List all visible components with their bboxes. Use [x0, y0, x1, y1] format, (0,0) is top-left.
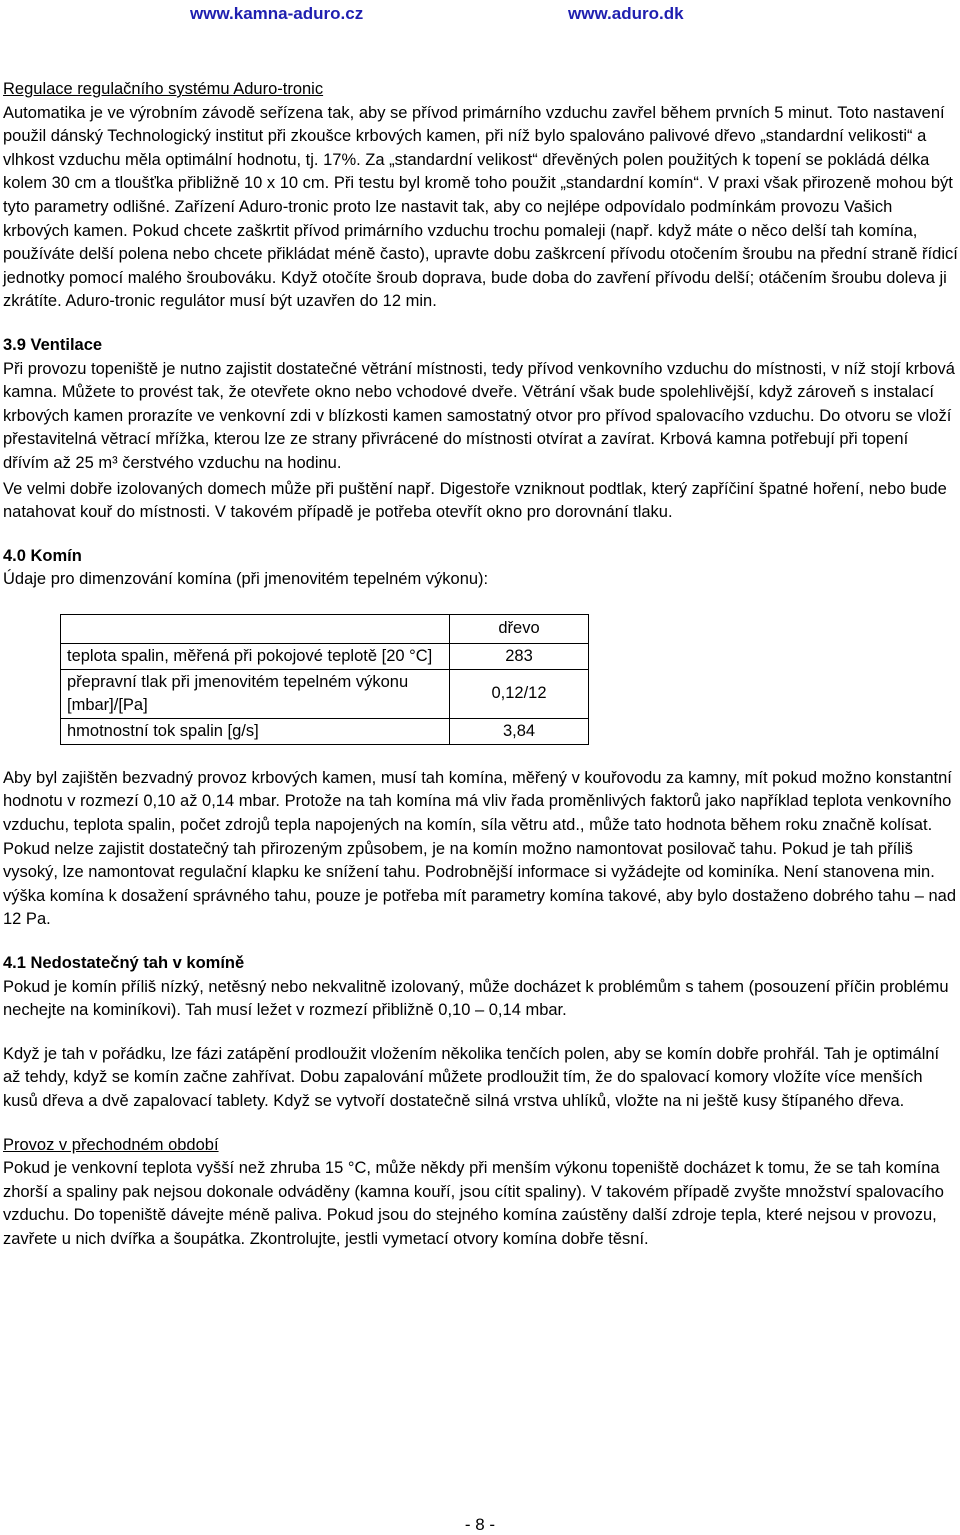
- table-row: [61, 718, 589, 744]
- paragraph-ventilace-1: Při provozu topeniště je nutno zajistit dostatečné větrání místnosti, tedy přívod venkovního vzduchu do místnosti, v níž stojí krbová kamna. Můžete to provést tak, že otevřete okno nebo vchodové dveře. Větrání však bude spolehlivější, když zároveň s instalací krbových kamen prorazíte ve venkovní zdi v blízkosti kamen samostatný otvor pro přívod spalovacího vzduchu. Do otvoru se vloží přestavitelná větrací mřížka, kterou lze ze strany přivrácené do místnosti otvírat a zavírat. Krbová kamna potřebují při topení dřívím až 25 m³ čerstvého vzduchu na hodinu.: [3, 359, 955, 472]
- page-number: - 8 -: [464, 1515, 496, 1534]
- table-row-label: teplota spalin, měřená při pokojové teplotě [20 °C]: [61, 643, 450, 669]
- website-link-aduro[interactable]: www.aduro.dk: [568, 4, 684, 23]
- page-body: [3, 78, 958, 1252]
- heading-ventilace: 3.9 Ventilace: [3, 335, 103, 354]
- paragraph-nedostatecny-1: Pokud je komín příliš nízký, netěsný nebo nekvalitně izolovaný, může docházet k problémům s tahem (posouzení příčin problému nechejte na kominíkovi). Tah musí ležet v rozmezí přibližně 0,10 – 0,14 mbar.: [3, 977, 949, 1020]
- heading-komin: 4.0 Komín: [3, 546, 82, 565]
- heading-nedostatecny-tah: 4.1 Nedostatečný tah v komíně: [3, 954, 245, 973]
- paragraph-komin: Aby byl zajištěn bezvadný provoz krbových kamen, musí tah komína, měřený v kouřovodu za kamny, mít pokud možno konstantní hodnotu v rozmezí 0,10 až 0,14 mbar. Protože na tah komína má vliv řada proměnlivých faktorů jako například teplota venkovního vzduchu, teplota spalin, počet zdrojů tepla napojených na komín, síla větru atd., může tato hodnota během roku značně kolísat. Pokud nelze zajistit dostatečný tah přirozeným způsobem, je na komín možno namontovat posilovač tahu. Pokud je tah příliš vysoký, lze namontovat regulační klapku ke snížení tahu. Podrobnější informace si vyžádejte od kominíka. Není stanovena min. výška komína k dosažení správného tahu, pouze je potřeba mít parametry komína takové, aby bylo dostaženo dobrého tahu – nad 12 Pa.: [3, 768, 956, 929]
- table-row-label: přepravní tlak při jmenovitém tepelném výkonu [mbar]/[Pa]: [61, 669, 450, 718]
- paragraph-regulace: Automatika je ve výrobním závodě seřízena tak, aby se přívod primárního vzduchu zavřel během prvních 5 minut. Toto nastavení použil dánský Technologický institut při zkoušce krbových kamen, při níž bylo spalováno palivové dřevo „standardní velikosti“ a vlhkost vzduchu měla optimální hodnotu, tj. 17%. Za „standardní velikost“ dřevěných polen použitých k topení se pokládá délka kolem 30 cm a tloušťka přibližně 10 x 10 cm. Při testu byl kromě toho použit „standardní komín“. V praxi však přirozeně mohou být tyto parametry odlišné. Zařízení Aduro-tronic proto lze nastavit tak, aby co nejlépe odpovídalo podmínkám provozu Vašich krbových kamen. Pokud chcete zaškrtit přívod primárního vzduchu trochu pomaleji (např. když máte o něco delší tah komína, používáte delší polena nebo chcete přikládat méně často), upravte dobu zaškrcení přívodu otočením šroubu na přední straně řídicí jednotky pomocí malého šroubováku. Když otočíte šroub doprava, bude doba do zavření přívodu delší; otáčením šroubu doleva ji zkrátíte. Aduro-tronic regulátor musí být uzavřen do 12 min.: [3, 103, 958, 311]
- table-row: [61, 643, 589, 669]
- page-header: [0, 4, 960, 26]
- table-row-value: 3,84: [450, 718, 589, 744]
- table-header-row: [61, 614, 589, 643]
- table-row: [61, 669, 589, 718]
- section-title-regulace: Regulace regulačního systému Aduro-tronic: [3, 80, 324, 98]
- table-row-value: 0,12/12: [450, 669, 589, 718]
- table-row-value: 283: [450, 643, 589, 669]
- chimney-data-table: [60, 614, 589, 745]
- paragraph-prechodne-obdobi: Pokud je venkovní teplota vyšší než zhruba 15 °C, může někdy při menším výkonu topeniště docházet k tomu, že se tah komína zhorší a spaliny pak nejsou dokonale odváděny (kamna kouří, jsou cítit spaliny). V takovém případě zvyšte množství spalovacího vzduchu. Do topeniště dávejte méně paliva. Pokud jsou do stejného komína zaústěny další zdroje tepla, které nejsou v provozu, zavřete u nich dvířka a šoupátka. Zkontrolujte, jestli vymetací otvory komína dobře těsní.: [3, 1159, 944, 1248]
- section-title-prechodne-obdobi: Provoz v přechodném období: [3, 1135, 219, 1154]
- paragraph-komin-intro: Údaje pro dimenzování komína (při jmenovitém tepelném výkonu):: [3, 570, 489, 589]
- paragraph-ventilace-2: Ve velmi dobře izolovaných domech může při puštění např. Digestoře vzniknout podtlak, který zapříčiní špatné hoření, nebo bude natahovat kouř do místnosti. V takovém případě je potřeba otevřít okno pro dorovnání tlaku.: [3, 479, 947, 522]
- table-row-label: hmotnostní tok spalin [g/s]: [61, 718, 450, 744]
- paragraph-nedostatecny-2: Když je tah v pořádku, lze fázi zatápění prodloužit vložením několika tenčích polen, aby se komín dobře prohřál. Tah je optimální až tehdy, když se komín začne zahřívat. Dobu zapalování můžete prodloužit tím, že do spalovací komory vložíte více menších kusů dřeva a dvě zapalovací tablety. Když se vytvoří dostatečně silná vrstva uhlíků, vložte na ni ještě kusy štípaného dřeva.: [3, 1044, 940, 1110]
- website-link-kamna-aduro[interactable]: www.kamna-aduro.cz: [190, 4, 364, 23]
- table-column-header: dřevo: [450, 614, 589, 643]
